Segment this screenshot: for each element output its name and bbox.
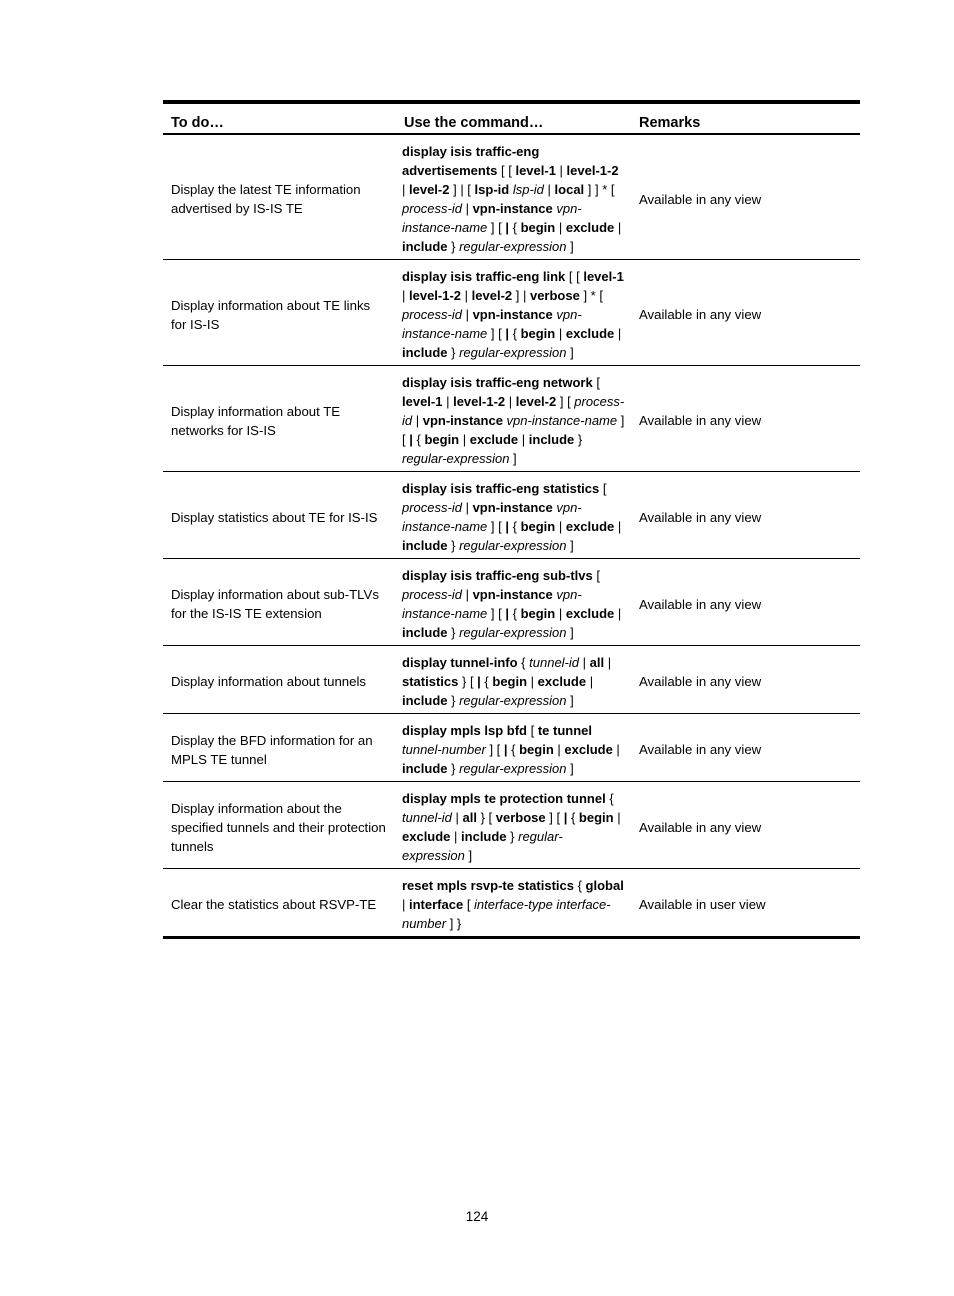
command-syntax: ]: [464, 848, 473, 863]
todo-cell: Display statistics about TE for IS-IS: [163, 472, 396, 559]
command-argument: vpn-instance-name: [506, 413, 618, 428]
command-cell: [396, 869, 631, 938]
command-keyword: level-1-2: [453, 394, 506, 409]
command-cell: [396, 472, 631, 559]
command-keyword: display mpls te protection tunnel: [402, 791, 606, 806]
command-keyword: begin: [424, 432, 460, 447]
command-syntax: ]: [566, 761, 574, 776]
command-argument: process-id: [402, 307, 462, 322]
command-keyword: begin: [520, 519, 556, 534]
command-syntax: [: [592, 375, 600, 390]
command-syntax: ]: [509, 451, 517, 466]
command-syntax: ] [: [487, 220, 506, 235]
command-syntax: |: [461, 587, 473, 602]
command-table: [163, 100, 860, 939]
command-syntax: |: [459, 432, 470, 447]
command-syntax: |: [614, 519, 622, 534]
command-syntax: {: [573, 878, 586, 893]
command-keyword: |: [409, 432, 413, 447]
command-cell: [396, 714, 631, 782]
command-syntax: {: [480, 674, 493, 689]
todo-cell: Display information about the specified tunnels and their protection tunnels: [163, 782, 396, 869]
command-keyword: lsp-id: [474, 182, 510, 197]
command-syntax: |: [555, 326, 566, 341]
command-syntax: ] ] * [: [584, 182, 615, 197]
command-argument: vpn-instance-name: [402, 500, 582, 534]
command-keyword: display tunnel-info: [402, 655, 518, 670]
command-keyword: exclude: [402, 829, 451, 844]
remarks-cell: Available in any view: [631, 260, 860, 366]
table-row: [163, 782, 860, 869]
command-keyword: local: [554, 182, 585, 197]
command-cell: [396, 782, 631, 869]
todo-cell: Display information about sub-TLVs for the IS-IS TE extension: [163, 559, 396, 646]
command-cell: [396, 366, 631, 472]
command-syntax: |: [613, 810, 621, 825]
command-syntax: {: [508, 220, 521, 235]
command-syntax: ]: [566, 239, 574, 254]
command-argument: regular-expression: [459, 693, 567, 708]
command-syntax: }: [447, 761, 460, 776]
command-keyword: level-2: [471, 288, 513, 303]
command-syntax: ] [: [402, 413, 625, 447]
command-keyword: interface: [409, 897, 464, 912]
command-keyword: exclude: [565, 606, 615, 621]
command-syntax: }: [574, 432, 583, 447]
command-argument: tunnel-id: [402, 810, 452, 825]
command-syntax: |: [450, 829, 462, 844]
command-keyword: exclude: [565, 220, 615, 235]
todo-cell: Display information about TE links for IS-IS: [163, 260, 396, 366]
command-argument: process-id: [402, 500, 462, 515]
command-syntax: |: [402, 897, 409, 912]
command-keyword: exclude: [469, 432, 519, 447]
remarks-cell: Available in user view: [639, 897, 766, 912]
command-syntax: |: [412, 413, 423, 428]
command-syntax: {: [517, 655, 530, 670]
command-keyword: level-1: [515, 163, 556, 178]
command-keyword: include: [402, 693, 448, 708]
command-syntax: |: [555, 163, 567, 178]
command-keyword: include: [402, 538, 448, 553]
command-keyword: vpn-instance: [472, 587, 553, 602]
command-argument: regular-expression: [459, 239, 567, 254]
command-keyword: display mpls lsp bfd: [402, 723, 527, 738]
command-syntax: |: [555, 519, 566, 534]
header-remarks: Remarks: [631, 102, 860, 134]
command-table-container: [163, 100, 860, 939]
todo-cell: Display information about TE networks for IS-IS: [163, 366, 396, 472]
command-syntax: ] * [: [579, 288, 603, 303]
command-argument: regular-expression: [402, 451, 510, 466]
command-argument: process-id: [402, 394, 625, 428]
command-syntax: |: [461, 500, 473, 515]
command-syntax: |: [612, 742, 620, 757]
command-syntax: } [: [476, 810, 496, 825]
command-keyword: include: [528, 432, 575, 447]
table-row: [163, 472, 860, 559]
command-keyword: global: [585, 878, 624, 893]
command-argument: lsp-id: [512, 182, 544, 197]
command-syntax: ] [: [487, 519, 506, 534]
command-keyword: |: [505, 519, 509, 534]
command-argument: process-id: [402, 587, 462, 602]
command-syntax: {: [508, 606, 521, 621]
command-syntax: |: [461, 201, 473, 216]
command-argument: vpn-instance-name: [402, 307, 582, 341]
command-keyword: all: [462, 810, 477, 825]
command-syntax: [ [: [497, 163, 516, 178]
command-keyword: statistics: [402, 674, 459, 689]
command-keyword: vpn-instance: [422, 413, 503, 428]
command-keyword: display isis traffic-eng sub-tlvs: [402, 568, 593, 583]
command-argument: process-id: [402, 201, 462, 216]
command-keyword: |: [505, 326, 509, 341]
command-argument: vpn-instance-name: [402, 201, 582, 235]
command-syntax: ]: [566, 538, 574, 553]
command-syntax: ]: [566, 625, 574, 640]
command-syntax: |: [461, 288, 472, 303]
command-syntax: |: [604, 655, 612, 670]
table-row: [163, 260, 860, 366]
command-syntax: ] [: [487, 606, 506, 621]
remarks-cell: Available in any view: [631, 646, 860, 714]
header-row: [163, 102, 860, 134]
remarks-cell: Available in any view: [631, 714, 860, 782]
command-keyword: reset mpls rsvp-te statistics: [402, 878, 574, 893]
todo-cell: Display the BFD information for an MPLS TE tunnel: [163, 714, 396, 782]
command-keyword: begin: [520, 606, 556, 621]
command-keyword: exclude: [537, 674, 587, 689]
command-keyword: verbose: [529, 288, 580, 303]
command-keyword: level-1: [583, 269, 624, 284]
remarks-cell: Available in any view: [631, 559, 860, 646]
command-syntax: ]: [566, 345, 574, 360]
command-keyword: vpn-instance: [472, 500, 553, 515]
command-syntax: }: [447, 345, 460, 360]
command-keyword: display isis traffic-eng statistics: [402, 481, 600, 496]
command-syntax: |: [555, 220, 566, 235]
command-argument: vpn-instance-name: [402, 587, 582, 621]
command-syntax: {: [508, 519, 521, 534]
table-row: [163, 646, 860, 714]
command-keyword: begin: [520, 220, 556, 235]
command-syntax: {: [507, 742, 520, 757]
command-keyword: exclude: [564, 742, 613, 757]
command-syntax: |: [402, 288, 409, 303]
page-number: 124: [465, 1209, 489, 1224]
remarks-cell: Available in any view: [631, 782, 860, 869]
table-body: [163, 134, 860, 938]
command-keyword: |: [505, 220, 509, 235]
command-keyword: te tunnel: [537, 723, 592, 738]
command-keyword: include: [461, 829, 507, 844]
table-row: [163, 559, 860, 646]
command-keyword: vpn-instance: [472, 201, 553, 216]
command-syntax: |: [614, 220, 622, 235]
command-syntax: ] }: [446, 916, 462, 931]
command-keyword: display isis traffic-eng advertisements: [402, 144, 540, 178]
command-keyword: |: [563, 810, 568, 825]
command-keyword: level-2: [515, 394, 557, 409]
command-syntax: } [: [458, 674, 478, 689]
command-keyword: begin: [492, 674, 528, 689]
command-syntax: ] [: [487, 326, 506, 341]
command-keyword: include: [402, 761, 448, 776]
command-keyword: exclude: [565, 326, 615, 341]
command-keyword: include: [402, 625, 448, 640]
command-syntax: {: [412, 432, 425, 447]
command-syntax: [: [526, 723, 538, 738]
command-keyword: display isis traffic-eng link: [402, 269, 566, 284]
command-syntax: }: [506, 829, 519, 844]
command-syntax: |: [527, 674, 538, 689]
command-keyword: begin: [578, 810, 614, 825]
header-todo: To do…: [163, 102, 396, 134]
command-syntax: [ [: [565, 269, 584, 284]
command-cell: [396, 260, 631, 366]
command-syntax: |: [505, 394, 516, 409]
command-argument: regular-expression: [459, 345, 567, 360]
command-syntax: ] [: [545, 810, 564, 825]
command-syntax: |: [451, 810, 463, 825]
command-cell: [396, 646, 631, 714]
command-keyword: level-1-2: [566, 163, 619, 178]
command-syntax: |: [579, 655, 590, 670]
command-keyword: begin: [520, 326, 556, 341]
command-syntax: |: [586, 674, 594, 689]
command-syntax: |: [402, 182, 409, 197]
command-syntax: |: [614, 326, 622, 341]
remarks-cell: Available in any view: [631, 134, 860, 260]
command-argument: regular-expression: [402, 829, 563, 863]
command-keyword: level-1: [402, 394, 443, 409]
remarks-cell: Available in any view: [631, 472, 860, 559]
command-keyword: |: [503, 742, 508, 757]
command-syntax: }: [447, 625, 460, 640]
command-syntax: ] [: [556, 394, 575, 409]
command-syntax: |: [555, 606, 566, 621]
command-syntax: }: [447, 538, 460, 553]
command-argument: tunnel-number: [402, 742, 486, 757]
command-syntax: |: [543, 182, 555, 197]
command-keyword: |: [477, 674, 481, 689]
command-syntax: {: [567, 810, 579, 825]
todo-cell: Display the latest TE information advertised by IS-IS TE: [163, 134, 396, 260]
command-syntax: |: [461, 307, 473, 322]
command-keyword: level-2: [409, 182, 450, 197]
command-keyword: display isis traffic-eng network: [402, 375, 593, 390]
command-keyword: vpn-instance: [472, 307, 553, 322]
command-argument: regular-expression: [459, 538, 567, 553]
command-syntax: [: [592, 568, 600, 583]
table-row: [163, 714, 860, 782]
table-row: [163, 869, 860, 938]
command-syntax: [: [599, 481, 607, 496]
command-argument: tunnel-id: [529, 655, 580, 670]
command-syntax: }: [447, 239, 460, 254]
command-syntax: |: [553, 742, 565, 757]
command-syntax: |: [614, 606, 622, 621]
command-syntax: ]: [566, 693, 574, 708]
command-syntax: ] | [: [449, 182, 475, 197]
table-row: [163, 134, 860, 260]
command-keyword: include: [402, 239, 448, 254]
remarks-cell: Available in any view: [631, 366, 860, 472]
command-cell: [396, 559, 631, 646]
command-argument: interface-type interface-number: [402, 897, 611, 931]
command-keyword: |: [505, 606, 509, 621]
command-keyword: level-1-2: [409, 288, 462, 303]
command-argument: regular-expression: [459, 625, 567, 640]
command-syntax: |: [442, 394, 454, 409]
command-argument: regular-expression: [459, 761, 567, 776]
command-keyword: exclude: [565, 519, 615, 534]
command-syntax: {: [508, 326, 521, 341]
command-syntax: }: [447, 693, 460, 708]
table-header: [163, 102, 860, 134]
command-syntax: [: [463, 897, 475, 912]
todo-cell: Display information about tunnels: [163, 646, 396, 714]
header-command: Use the command…: [396, 102, 631, 134]
command-syntax: {: [605, 791, 614, 806]
command-syntax: ] [: [485, 742, 504, 757]
todo-cell: Clear the statistics about RSVP-TE: [171, 897, 377, 912]
command-keyword: all: [589, 655, 605, 670]
command-syntax: ] |: [512, 288, 530, 303]
command-keyword: include: [402, 345, 448, 360]
command-cell: [396, 134, 631, 260]
command-syntax: |: [518, 432, 529, 447]
command-keyword: begin: [519, 742, 554, 757]
table-row: [163, 366, 860, 472]
command-keyword: verbose: [495, 810, 546, 825]
